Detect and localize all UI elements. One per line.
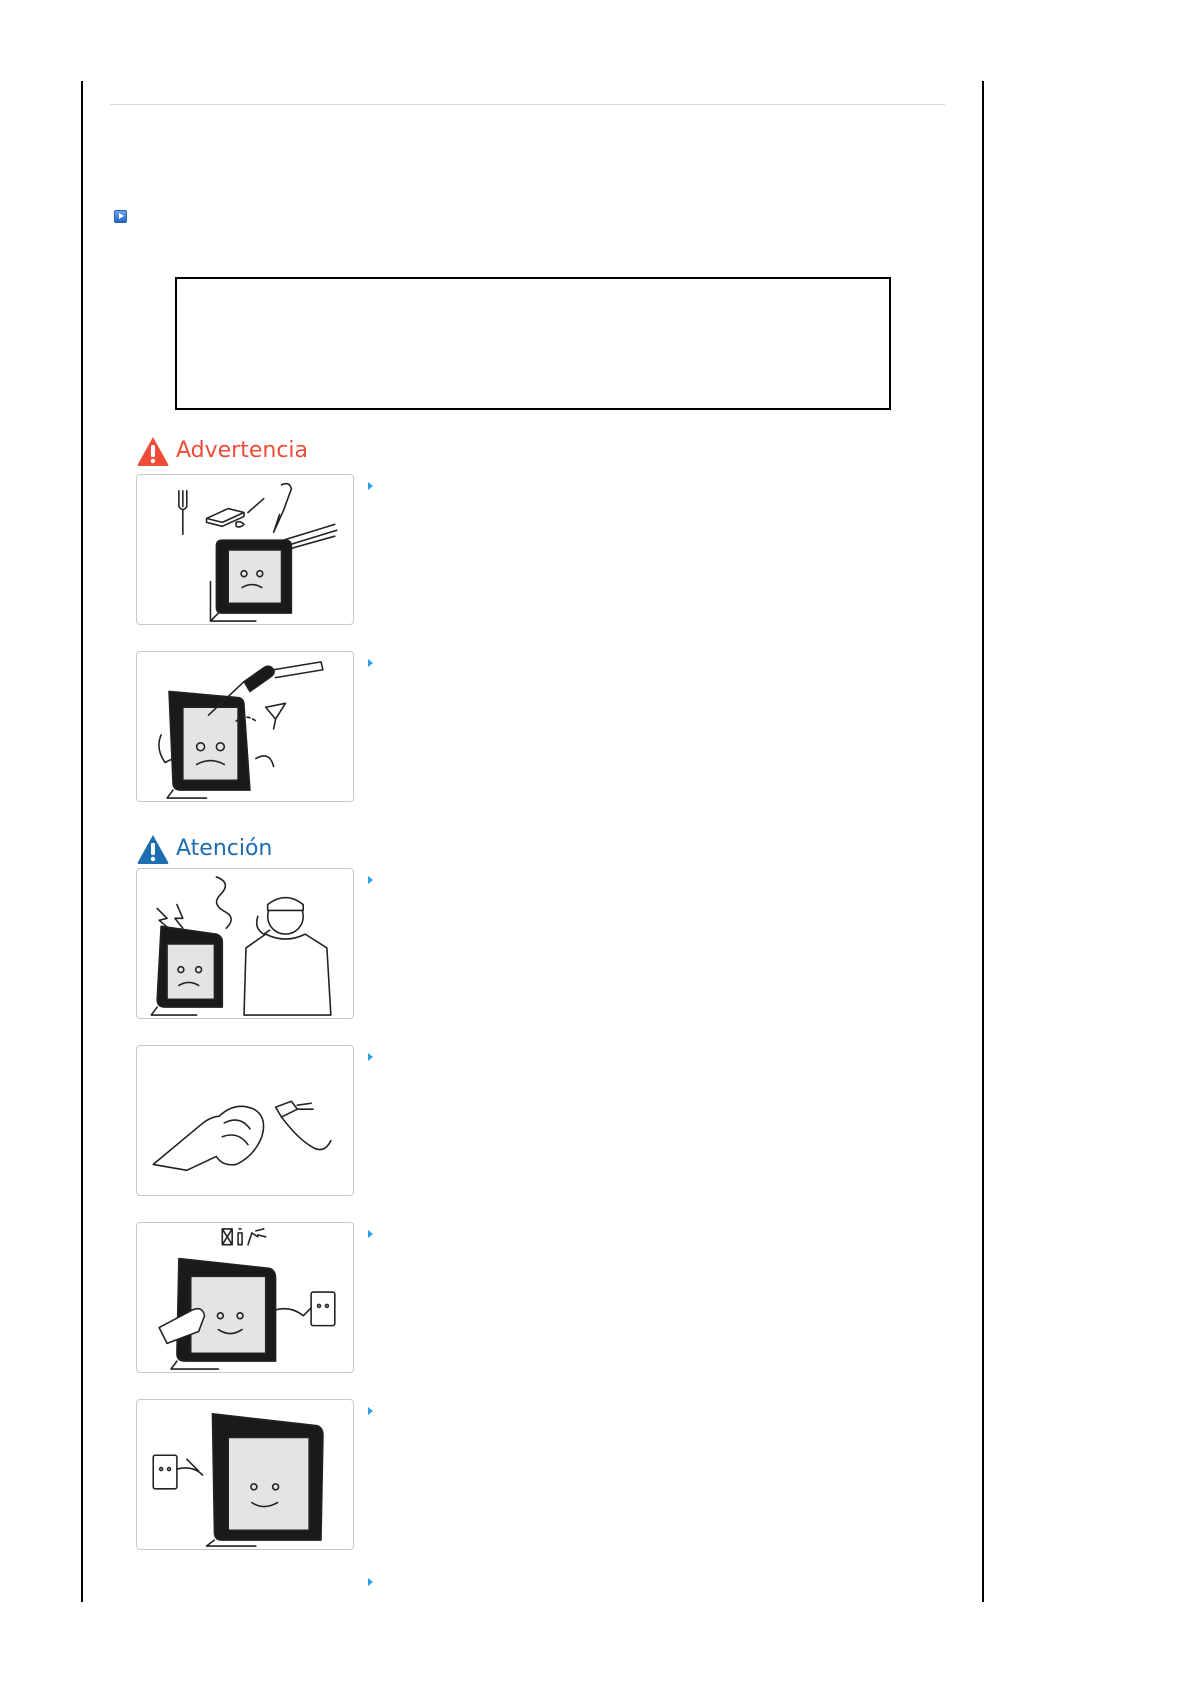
item-arrow-icon xyxy=(368,1230,373,1238)
illustration-screwdriver xyxy=(136,651,354,802)
warning-heading xyxy=(136,433,308,469)
warning-triangle-icon xyxy=(136,435,170,467)
caution-heading-label: Atención xyxy=(176,836,273,861)
notice-box xyxy=(175,277,891,410)
illustration-sharp-objects xyxy=(136,474,354,625)
illustration-unplug-cord xyxy=(136,1399,354,1550)
illustration-call-service xyxy=(136,868,354,1019)
item-arrow-icon xyxy=(368,1053,373,1061)
page-border-right xyxy=(982,81,984,1602)
illustration-clean-unplugged xyxy=(136,1222,354,1373)
caution-heading xyxy=(136,831,272,867)
item-arrow-icon xyxy=(368,1578,373,1586)
caution-triangle-icon xyxy=(136,833,170,865)
header-divider xyxy=(110,104,945,105)
warning-heading-label: Advertencia xyxy=(176,438,309,463)
page-border-left xyxy=(81,81,83,1602)
item-arrow-icon xyxy=(368,482,373,490)
play-square-icon xyxy=(114,210,127,223)
item-arrow-icon xyxy=(368,659,373,667)
illustration-wipe-plug xyxy=(136,1045,354,1196)
item-arrow-icon xyxy=(368,1407,373,1415)
item-arrow-icon xyxy=(368,876,373,884)
